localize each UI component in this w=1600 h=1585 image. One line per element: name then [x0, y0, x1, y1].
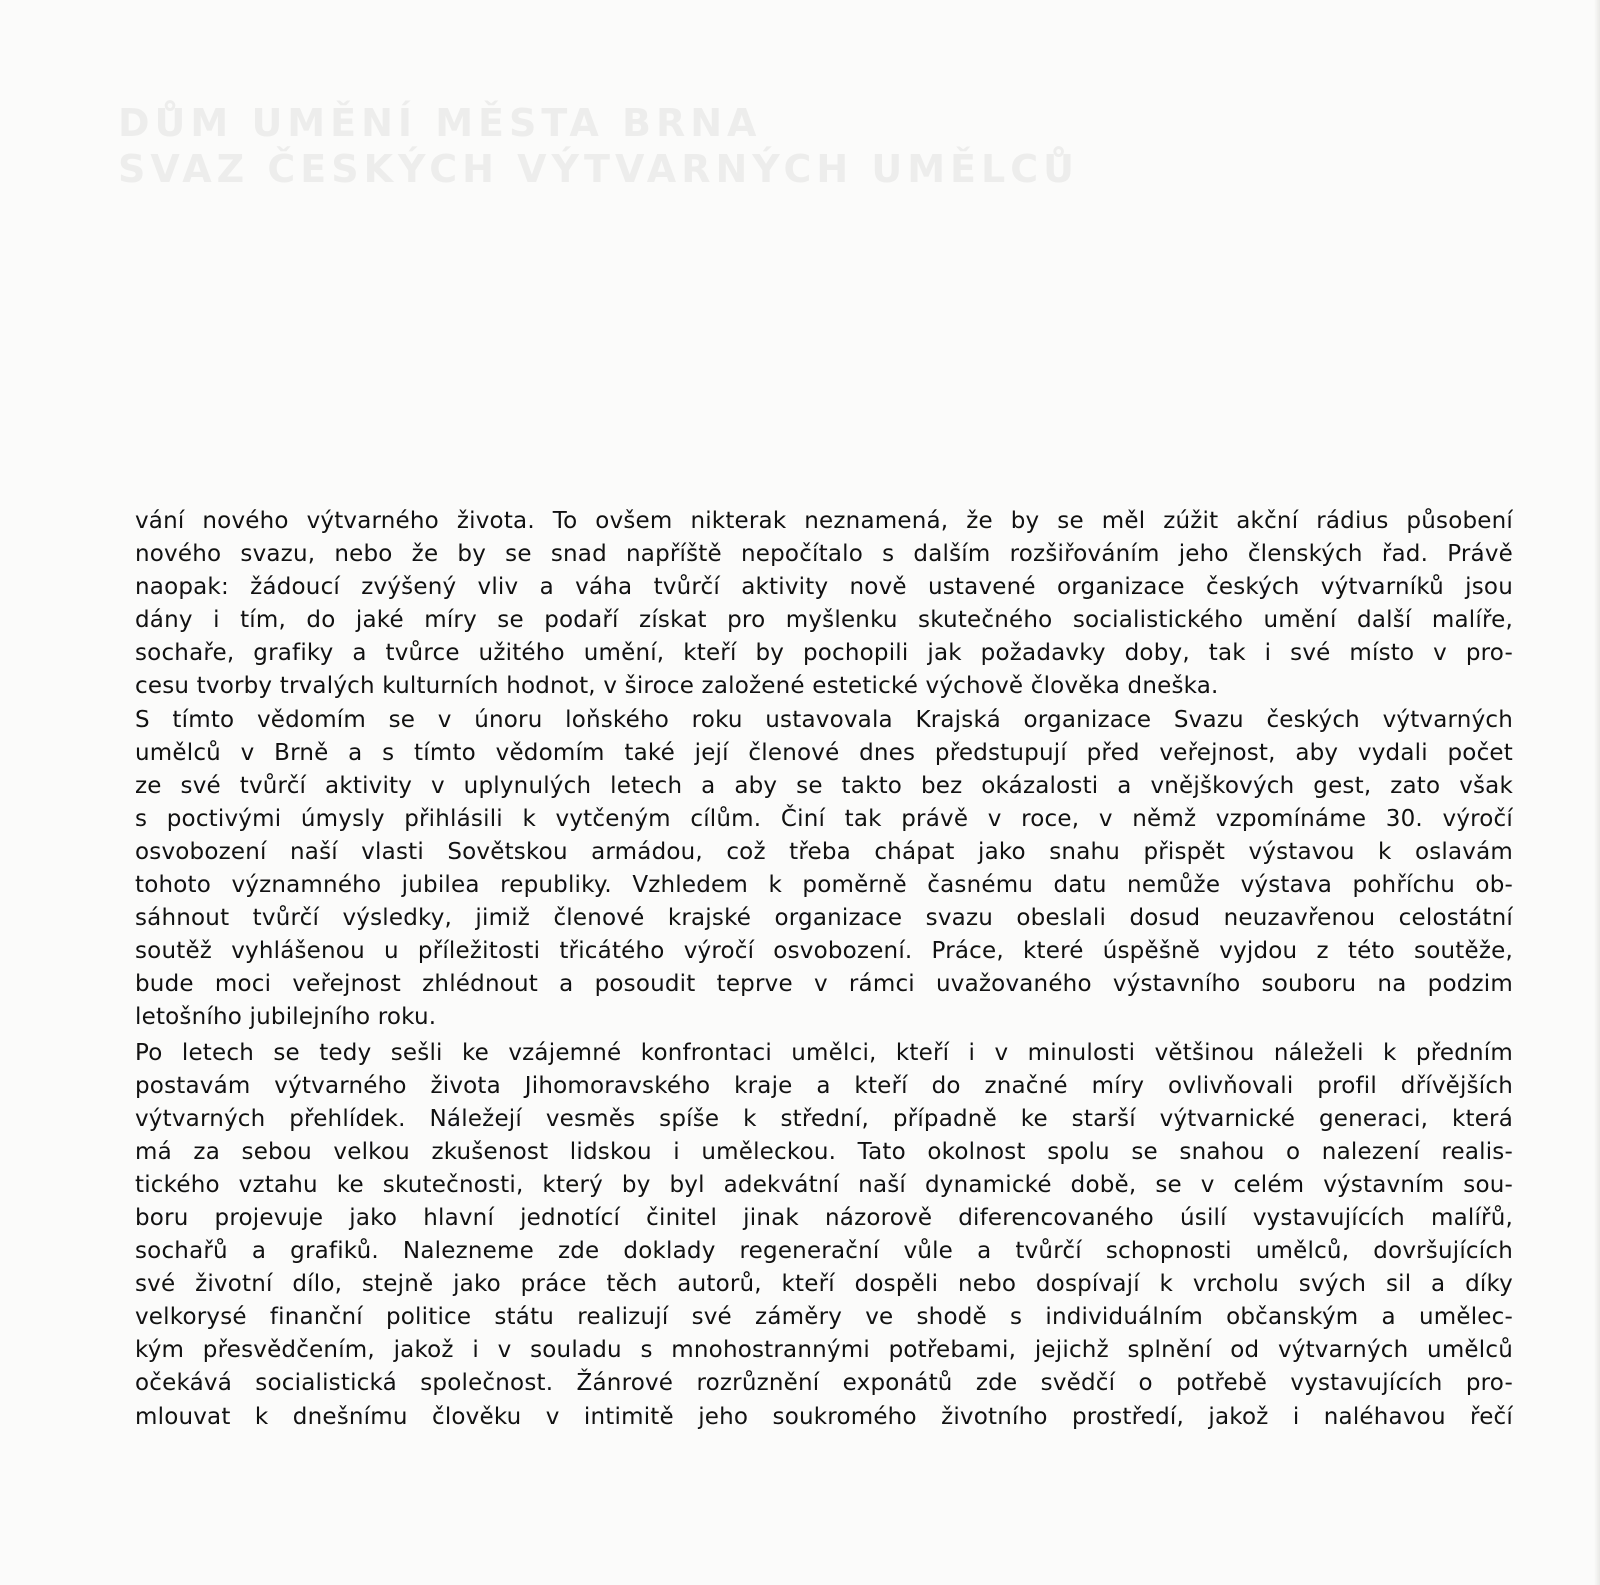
- paper-edge-shadow: [1594, 0, 1600, 1585]
- text-line: očekává socialistická společnost. Žánrové rozrůznění exponátů zde svědčí o potřebě vystavujících pro-: [135, 1370, 1513, 1397]
- text-line: tohoto významného jubilea republiky. Vzhledem k poměrně časnému datu nemůže výstava pohříchu ob-: [135, 872, 1513, 899]
- text-line: mlouvat k dnešnímu člověku v intimitě jeho soukromého životního prostředí, jakož i naléhavou řečí: [135, 1403, 1513, 1430]
- text-line: velkorysé finanční politice státu realizují své záměry ve shodě s individuálním občanským a umělec-: [135, 1304, 1513, 1331]
- text-line: naopak: žádoucí zvýšený vliv a váha tvůrčí aktivity nově ustavené organizace českých výtvarníků jsou: [135, 574, 1513, 601]
- text-line: bude moci veřejnost zhlédnout a posoudit teprve v rámci uvažovaného výstavního souboru na podzim: [135, 971, 1513, 998]
- text-line: Po letech se tedy sešli ke vzájemné konfrontaci umělci, kteří i v minulosti většinou náleželi k předním: [135, 1039, 1513, 1066]
- text-line: výtvarných přehlídek. Náležejí vesměs spíše k střední, případně ke starší výtvarnické generaci, která: [135, 1105, 1513, 1132]
- text-line: sochařů a grafiků. Nalezneme zde doklady regenerační vůle a tvůrčí schopnosti umělců, dovršujících: [135, 1238, 1513, 1265]
- paragraph-2: [135, 704, 1513, 1035]
- bleed-through-line: DŮM UMĚNÍ MĚSTA BRNA: [118, 101, 762, 145]
- text-line: ze své tvůrčí aktivity v uplynulých letech a aby se takto bez okázalosti a vnějškových gest, zato však: [135, 772, 1513, 799]
- bleed-through-line: SVAZ ČESKÝCH VÝTVARNÝCH UMĚLCŮ: [118, 147, 1079, 191]
- text-line: soutěž vyhlášenou u příležitosti třicátého výročí osvobození. Práce, které úspěšně vyjdou z této soutěže,: [135, 938, 1513, 965]
- text-line: s poctivými úmysly přihlásili k vytčeným cílům. Činí tak právě v roce, v němž vzpomínáme 30. výročí: [135, 805, 1513, 832]
- text-line: osvobození naší vlasti Sovětskou armádou, což třeba chápat jako snahu přispět výstavou k oslavám: [135, 838, 1513, 865]
- text-line: umělců v Brně a s tímto vědomím také její členové dnes předstupují před veřejnost, aby vydali počet: [135, 739, 1513, 766]
- text-line: má za sebou velkou zkušenost lidskou i uměleckou. Tato okolnost spolu se snahou o nalezení realis-: [135, 1138, 1513, 1165]
- text-line: nového svazu, nebo že by se snad napříště nepočítalo s dalším rozšiřováním jeho členských řad. Právě: [135, 541, 1513, 568]
- paragraph-1: [135, 505, 1513, 704]
- text-line: sáhnout tvůrčí výsledky, jimiž členové krajské organizace svazu obeslali dosud neuzavřenou celostátní: [135, 905, 1513, 932]
- body-text: [135, 505, 1513, 1434]
- text-line: vání nového výtvarného života. To ovšem nikterak neznamená, že by se měl zúžit akční rádius působení: [135, 508, 1513, 534]
- text-line: sochaře, grafiky a tvůrce užitého umění, kteří by pochopili jak požadavky doby, tak i své místo v pro-: [135, 640, 1513, 667]
- text-line: dány i tím, do jaké míry se podaří získat pro myšlenku skutečného socialistického umění další malíře,: [135, 607, 1513, 634]
- text-line: S tímto vědomím se v únoru loňského roku ustavovala Krajská organizace Svazu českých výtvarných: [135, 706, 1513, 733]
- text-line: letošního jubilejního roku.: [135, 1004, 437, 1031]
- bleed-through-heading: [118, 100, 1079, 192]
- text-line: kým přesvědčením, jakož i v souladu s mnohostrannými potřebami, jejichž splnění od výtvarných umělců: [135, 1337, 1513, 1364]
- text-line: boru projevuje jako hlavní jednotící činitel jinak názorově diferencovaného úsilí vystavujících malířů,: [135, 1204, 1513, 1231]
- text-line: postavám výtvarného života Jihomoravského kraje a kteří do značné míry ovlivňovali profil dřívějších: [135, 1072, 1513, 1099]
- paragraph-3: [135, 1037, 1513, 1434]
- text-line: cesu tvorby trvalých kulturních hodnot, v široce založené estetické výchově člověka dneška.: [135, 673, 1219, 700]
- text-line: své životní dílo, stejně jako práce těch autorů, kteří dospěli nebo dospívají k vrcholu svých sil a díky: [135, 1271, 1513, 1298]
- text-line: tického vztahu ke skutečnosti, který by byl adekvátní naší dynamické době, se v celém výstavním sou-: [135, 1171, 1513, 1198]
